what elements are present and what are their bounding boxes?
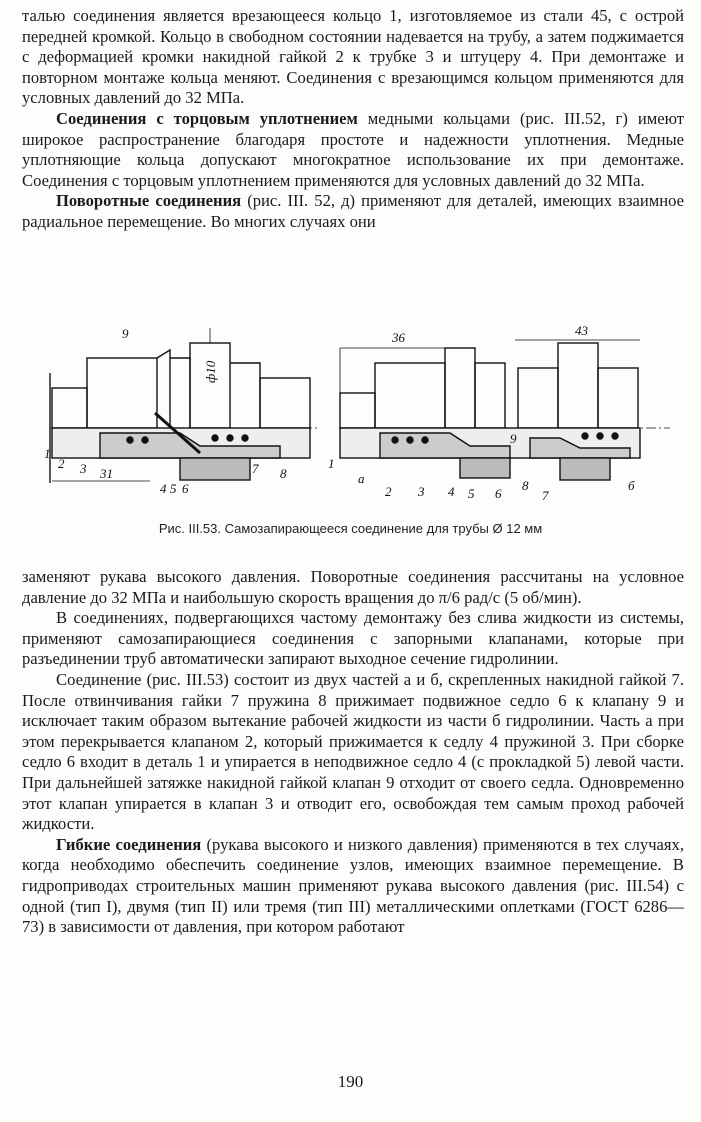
left-label-8: 8 [280,466,287,481]
left-label-2: 2 [58,456,65,471]
page-number: 190 [337,1072,364,1091]
left-label-7: 7 [252,461,259,476]
right-label-5: 5 [468,486,475,501]
heading-flexible: Гибкие соединения [56,834,202,854]
right-label-6: 6 [495,486,502,501]
paragraph-swivel [22,191,684,232]
right-label-2: 2 [385,484,392,499]
right-label-4: 4 [448,484,455,499]
right-label-8: 8 [522,478,529,493]
heading-swivel: Поворотные соединения [56,191,242,211]
left-label-1: 1 [44,446,51,461]
left-label-4: 4 [160,481,167,496]
left-label-5: 5 [170,481,177,496]
dimension-36: 36 [392,330,405,345]
right-label-7: 7 [542,488,549,503]
swivel-body: (рис. III. 52, д) применяют для деталей, имеющих взаимное радиальное перемещение. Во многих случаях они [22,191,685,231]
paragraph-coupling-description: Соединение (рис. III.53) состоит из двух частей а и б, скрепленных накидной гайкой 7. После отвинчивания гайки 7 пружина 8 прижимает подвижное седло 6 к клапану 9 и исключает таким образом вытекание рабочей жидкости из части б гидролинии. Часть а при этом перекрывается клапаном 2, который прижимается к седлу 4 пружиной 3. При сборке седло 6 входит в деталь 1 и упирается в неподвижное седло 4 (с прокладкой 5) левой части. При дальнейшей затяжке накидной гайкой клапан 9 отходит от своего седла. Одновременно этот клапан упирается в клапан 3 и отводит его, освобождая тем самым проход рабочей жидкости. [22,669,684,834]
bottom-text [22,567,684,938]
right-label-1: 1 [328,456,335,471]
left-label-3: 3 [80,461,87,476]
dimension-43: 43 [575,323,588,338]
paragraph-flexible [22,835,684,938]
figure-caption: Рис. III.53. Самозапирающееся соединение для трубы Ø 12 мм [158,521,543,536]
right-label-a: а [358,471,365,486]
left-coupling-drawing [50,328,320,483]
heading-face-seal: Соединения с торцовым уплотнением [56,108,358,128]
paragraph-self-locking: В соединениях, подвергающихся частому демонтажу без слива жидкости из системы, применяют самозапирающиеся соединения с запорными клапанами, которые при разъединении труб автоматически запирают выходное сечение гидролинии. [22,608,684,669]
right-label-b: б [628,478,635,493]
left-label-6: 6 [182,481,189,496]
flexible-body: (рукава высокого и низкого давления) применяются в тех случаях, когда необходимо обеспечить соединение узлов, имеющих взаимное перемещение. В гидроприводах строительных машин применяют рукава высокого давления (рис. III.54) с одной (тип I), двумя (тип II) или тремя (тип III) металлическими оплетками (ГОСТ 6286—73) в зависимости от давления, при котором работают [22,834,684,937]
right-coupling-drawing [340,340,670,480]
top-text [22,6,684,233]
diameter-label: ф10 [203,360,218,383]
left-label-9: 9 [122,326,129,341]
figure-self-locking-coupling [40,318,680,518]
paragraph-face-seal [22,109,684,191]
dimension-31: 31 [100,466,113,481]
face-seal-body: медными кольцами (рис. III.52, г) имеют широкое распространение благодаря простоте и надежности уплотнения. Медные уплотняющие кольца допускают многократное использование их при демонтаже. Соединения с торцовым уплотнением применяются для условных давлений до 32 МПа. [22,108,685,190]
paragraph-cutting-ring: талью соединения является врезающееся кольцо 1, изготовляемое из стали 45, с острой передней кромкой. Кольцо в свободном состоянии надевается на трубу, а затем поджимается с деформацией кромки накидной гайкой 2 к трубке 3 и штуцеру 4. При демонтаже и повторном монтаже кольца меняют. Соединения с врезающимся кольцом применяются для условных давлений до 32 МПа. [22,6,684,108]
right-label-3: 3 [418,484,425,499]
right-label-9: 9 [510,431,517,446]
paragraph-swivel-continued: заменяют рукава высокого давления. Поворотные соединения рассчитаны на условное давление до 32 МПа и наибольшую скорость вращения до π/6 рад/с (5 об/мин). [22,567,684,607]
